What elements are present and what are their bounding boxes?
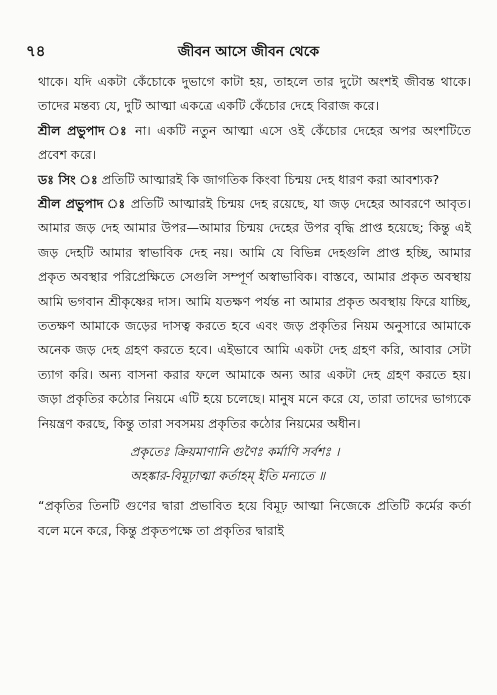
dialogue-prabhupada-1 <box>38 119 471 168</box>
dialogue-prabhupada-2 <box>38 192 471 436</box>
paragraph-text: থাকে। যদি একটা কেঁচোকে দুভাগে কাটা হয়, তাহলে তার দুটো অংশই জীবন্ত থাকে। তাদের মন্তব্য যে, দুটি আত্মা একত্রে একটি কেঁচোর দেহে বিরাজ করে। <box>38 74 471 114</box>
verse-line: অহঙ্কার-বিমূঢ়াত্মা কর্তাহম্‌ ইতি মন্যতে ॥ <box>130 468 326 484</box>
speaker-label: শ্রীল প্রভুপাদ ঃ <box>38 122 129 138</box>
translation-text: “প্রকৃতির তিনটি গুণের দ্বারা প্রভাবিত হয়ে বিমূঢ় আত্মা নিজেকে প্রতিটি কর্মের কর্তা বলে মনে করে, কিন্তু প্রকৃতপক্ষে তা প্রকৃতির দ্বারাই <box>38 498 471 538</box>
verse-line: প্রকৃতেঃ ক্রিয়মাণানি গুণৈঃ কর্মাণি সর্বশঃ । <box>130 444 340 460</box>
dialogue-text: প্রতিটি আত্মারই কি জাগতিক কিংবা চিন্ময় দেহ ধারণ করা আবশ্যক? <box>97 171 440 187</box>
dialogue-text: প্রতিটি আত্মারই চিন্ময় দেহ রয়েছে, যা জড় দেহের আবরণে আবৃত। আমার জড় দেহ আমার উপর—আমার চিন্ময় দেহের উপর বৃদ্ধি প্রাপ্ত হয়েছে; কিন্তু এই জড় দেহটি আমার স্বাভাবিক দেহ নয়। আমি যে বিভিন্ন দেহগুলি প্রাপ্ত হচ্ছি, আমার প্রকৃত অবস্থার পরিপ্রেক্ষিতে সেগুলি সম্পূর্ণ অস্বাভাবিক। বাস্তবে, আমার প্রকৃত অবস্থায় আমি ভগবান শ্রীকৃষ্ণের দাস। আমি যতক্ষণ পর্যন্ত না আমার প্রকৃত অবস্থায় ফিরে যাচ্ছি, ততক্ষণ আমাকে জড়ের দাসত্ব করতে হবে এবং জড় প্রকৃতির নিয়ম অনুসারে আমাকে অনেক জড় দেহ গ্রহণ করতে হবে। এইভাবে আমি একটা দেহ গ্রহণ করি, আবার সেটা ত্যাগ করি। অন্য বাসনা করার ফলে আমাকে অন্য আর একটা দেহ গ্রহণ করতে হয়। জড়া প্রকৃতির কঠোর নিয়মে এটি হয়ে চলেছে। মানুষ মনে করে যে, তারা তাদের ভাগ্যকে নিয়ন্ত্রণ করছে, কিন্তু তারা সবসময় প্রকৃতির কঠোর নিয়মের অধীন। <box>38 196 471 431</box>
page-body <box>38 70 471 543</box>
page-header <box>26 40 471 62</box>
dialogue-text: না। একটি নতুন আত্মা এসে ওই কেঁচোর দেহের অপর অংশটিতে প্রবেশ করে। <box>38 122 472 163</box>
verse-translation <box>38 494 471 543</box>
speaker-label: ডঃ সিং ঃ <box>38 171 98 187</box>
speaker-label: শ্রীল প্রভুপাদ ঃ <box>38 196 127 212</box>
running-title: জীবন আসে জীবন থেকে <box>177 44 320 60</box>
sanskrit-verse <box>130 440 471 488</box>
page-number: ৭৪ <box>26 42 46 60</box>
paragraph-continued <box>38 70 471 119</box>
dialogue-singh <box>38 168 471 192</box>
